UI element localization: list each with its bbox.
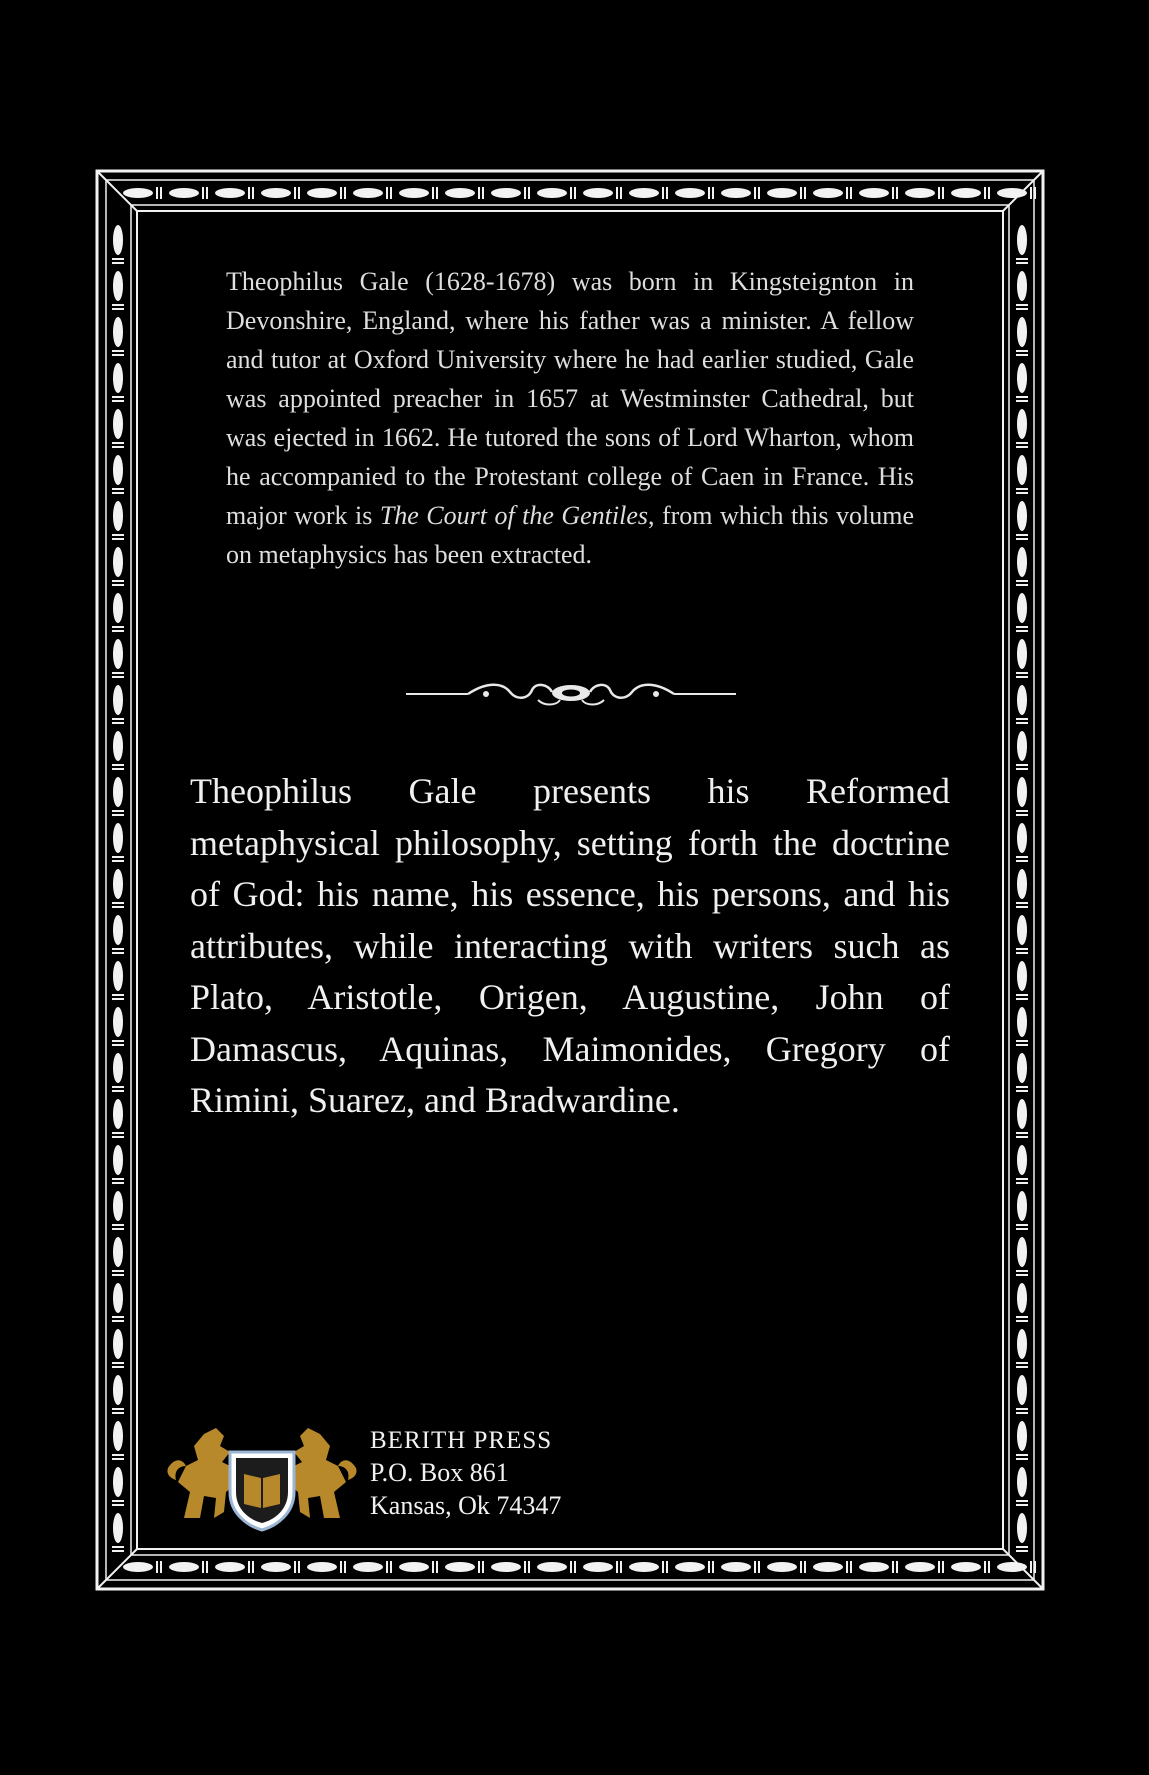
bio-text-start: Theophilus Gale (1628-1678) was born in Kingsteignton in Devonshire, England, where his father was a minister. A fellow and tutor at Oxford University where he had earlier studied, Gale was appointed preacher in 1657 at Westminster Cathedral, but was ejected in 1662. He tutored the sons of Lord Wharton, whom he accompanied to the Protestant college of Caen in France. His major work is [226,267,914,530]
publisher-address-block [370,1426,561,1522]
author-biography [226,262,914,574]
lion-supporters-shield-book-icon [164,1422,360,1532]
publisher-city-state: Kansas, Ok 74347 [370,1491,562,1520]
bio-text-end: , from which this volume on metaphysics has been extracted. [226,501,915,569]
ornamental-flourish-divider-icon [406,678,736,710]
book-title-italic: The Court of the Gentiles [379,501,649,530]
publisher-po-box: P.O. Box 861 [370,1458,509,1487]
publisher-name: BERITH PRESS [370,1427,553,1454]
book-description: Theophilus Gale presents his Reformed metaphysical philosophy, setting forth the doctrine of God: his name, his essence, his persons, and his attributes, while interacting with writers such as Plato, Aristotle, Origen, Augustine, John of Damascus, Aquinas, Maimonides, Gregory of Rimini, Suarez, and Bradwardine. [190,771,950,1120]
